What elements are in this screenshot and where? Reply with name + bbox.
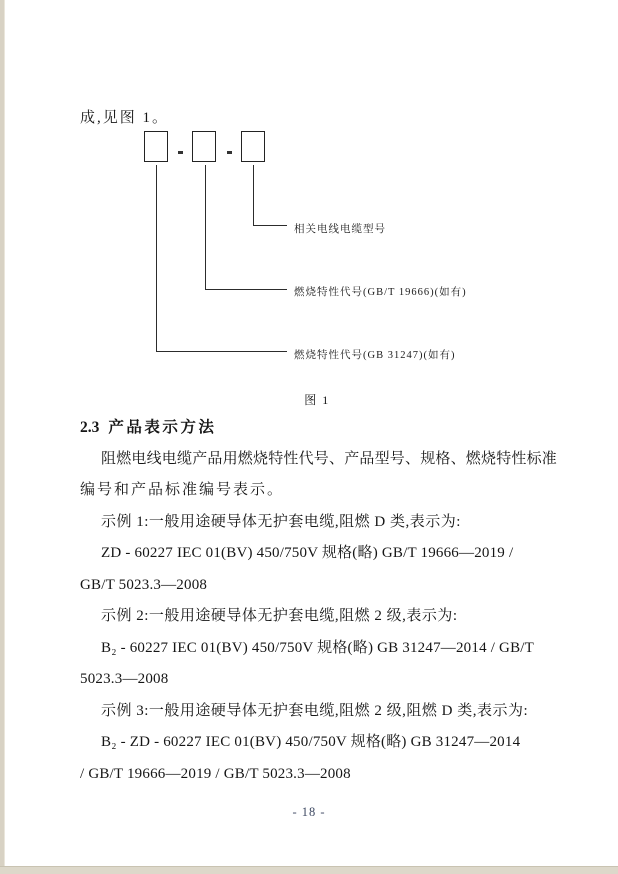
example-3-line-1: B₂ - ZD - 60227 IEC 01(BV) 450/750V 规格(略) GB 31247—2014 [101,734,521,750]
paragraph-line: 编号和产品标准编号表示。 [80,482,285,498]
figure-label-gb31247: 燃烧特性代号(GB 31247)(如有) [294,350,456,361]
example-3-intro: 示例 3:一般用途硬导体无护套电缆,阻燃 2 级,阻燃 D 类,表示为: [101,702,529,719]
example-3-line-2: / GB/T 19666—2019 / GB/T 5023.3—2008 [80,765,351,782]
figure-label-model: 相关电线电缆型号 [294,224,386,235]
example-2-line-2: 5023.3—2008 [80,671,169,687]
dash-separator-2 [227,151,232,154]
section-heading [80,412,558,444]
section-title: 产品表示方法 [108,419,217,436]
figure-label-gbt19666: 燃烧特性代号(GB/T 19666)(如有) [294,287,467,298]
intro-sentence: 成,见图 1。 [80,110,170,126]
figure-box-3 [241,131,265,162]
dash-separator-1 [178,151,183,154]
scan-left-edge [0,0,5,874]
figure-box-1 [144,131,168,162]
scan-bottom-edge [0,866,618,874]
example-2-intro: 示例 2:一般用途硬导体无护套电缆,阻燃 2 级,表示为: [101,608,458,624]
page-number: - 18 - [292,805,326,819]
example-1-line-1: ZD - 60227 IEC 01(BV) 450/750V 规格(略) GB/T 19666—2019 / [101,545,514,561]
connector-line-model [253,165,287,226]
example-1-intro: 示例 1:一般用途硬导体无护套电缆,阻燃 D 类,表示为: [101,513,461,530]
section-body [80,412,558,790]
figure-caption: 图 1 [304,393,330,407]
paragraph-line: 阻燃电线电缆产品用燃烧特性代号、产品型号、规格、燃烧特性标准 [101,450,558,467]
example-2-line-1: B₂ - 60227 IEC 01(BV) 450/750V 规格(略) GB 31247—2014 / GB/T [101,639,535,656]
section-number: 2.3 [80,419,100,436]
figure-box-2 [192,131,216,162]
example-1-line-2: GB/T 5023.3—2008 [80,576,208,593]
